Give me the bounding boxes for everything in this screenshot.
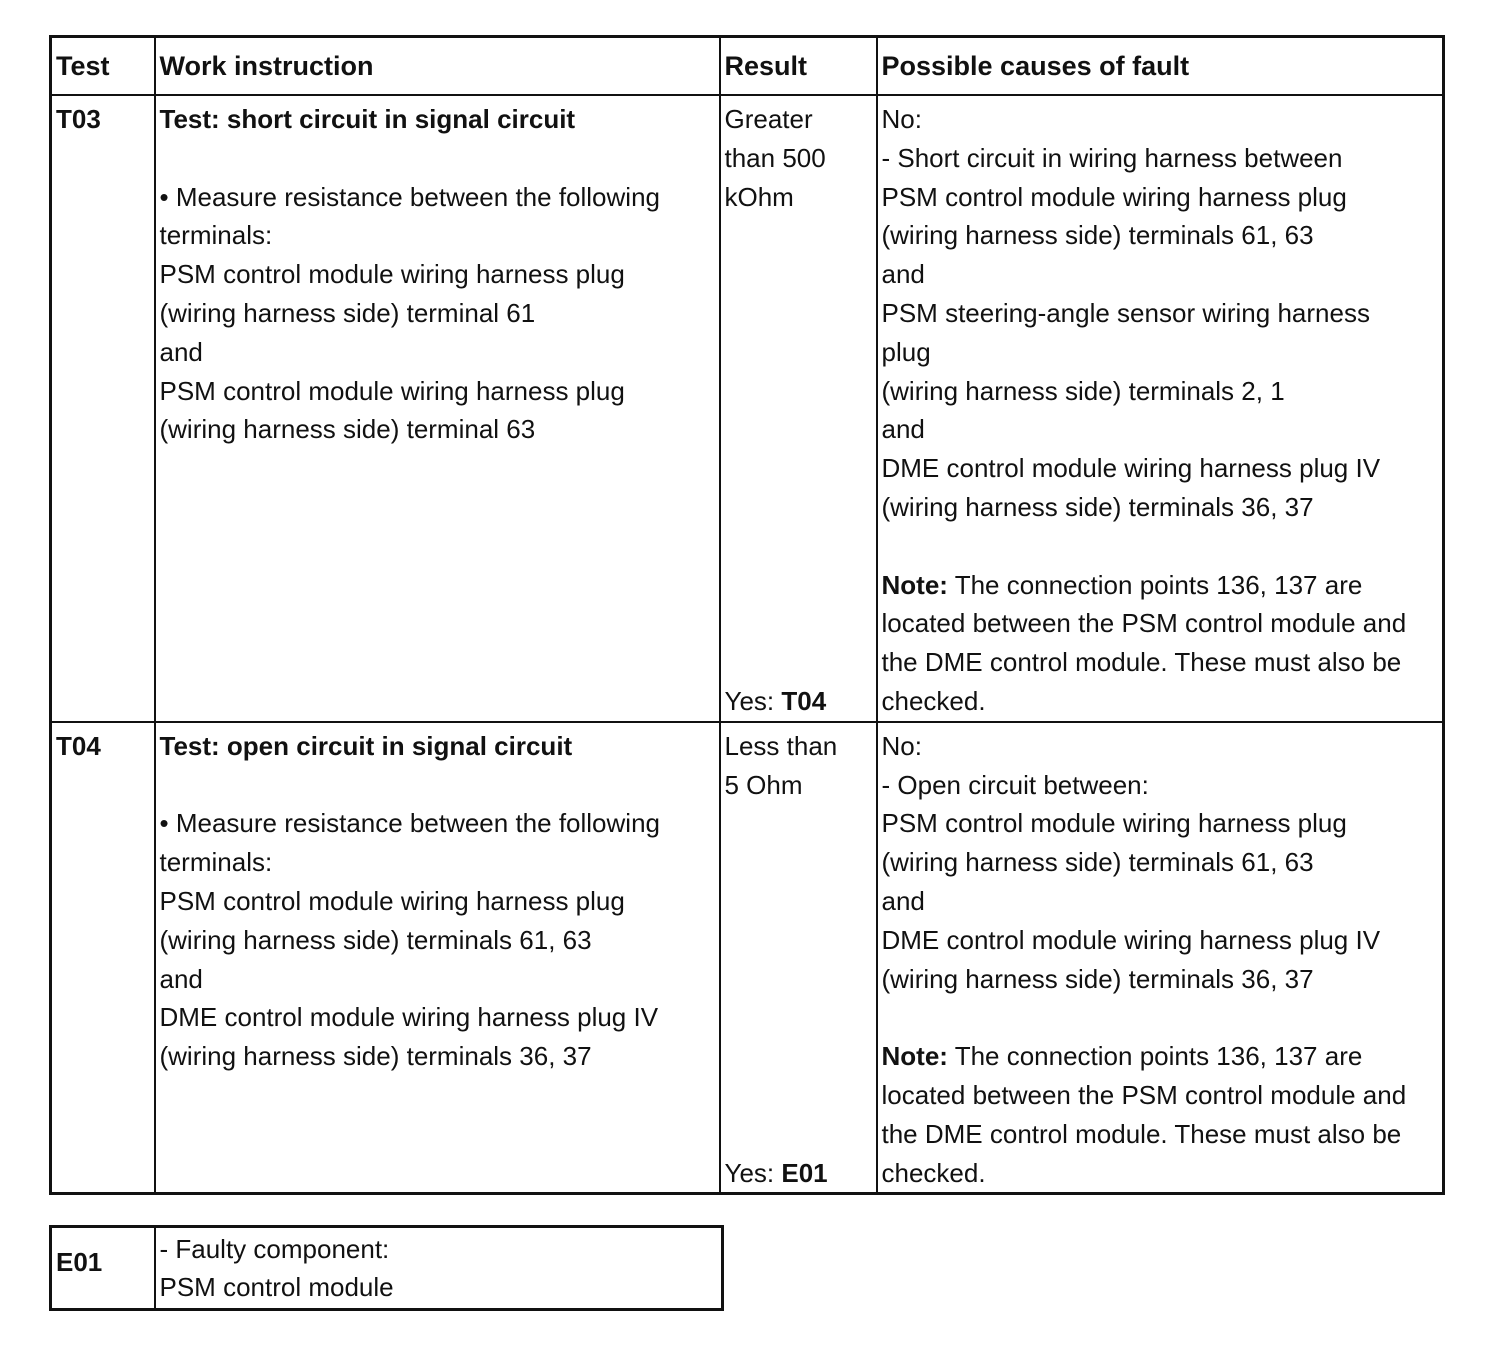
note-line: the DME control module. These must also be [881,1118,1402,1149]
instruction-line: terminals: [159,220,273,251]
instruction-line: DME control module wiring harness plug IV [159,1002,659,1033]
result-line: kOhm [724,181,794,212]
result-line: 5 Ohm [724,769,803,800]
note-text: The connection points 136, 137 are [947,569,1363,600]
end-result-table [49,1225,724,1311]
yes-target: E01 [781,1157,828,1188]
header-possible-causes: Possible causes of fault [877,37,1444,96]
result-line: Less than [724,730,838,761]
instruction-line: PSM control module wiring harness plug [159,375,625,406]
header-result: Result [720,37,877,96]
table-header-row [51,37,1444,96]
yes-label: Yes: [724,1157,775,1188]
cause-line: (wiring harness side) terminals 36, 37 [881,491,1314,522]
test-id-cell [51,722,155,1194]
work-instruction-cell [155,722,720,1194]
cause-line: - Short circuit in wiring harness between [881,142,1343,173]
yes-label: Yes: [724,685,775,716]
result-cell [720,95,877,722]
instruction-line: (wiring harness side) terminals 61, 63 [159,924,592,955]
instruction-line: • Measure resistance between the following [159,808,660,839]
yes-target: T04 [781,685,827,716]
instruction-line: • Measure resistance between the following [159,181,660,212]
instruction-line: and [159,336,203,367]
note-text: The connection points 136, 137 are [947,1041,1363,1072]
instruction-line: (wiring harness side) terminal 63 [159,414,536,445]
instruction-line: terminals: [159,847,273,878]
cause-line: and [881,885,925,916]
result-cell [720,722,877,1194]
diagnosis-table [49,35,1445,1195]
note-line: checked. [881,1157,986,1188]
header-test: Test [51,37,155,96]
cause-line: (wiring harness side) terminals 61, 63 [881,847,1314,878]
test-id: T04 [56,730,101,761]
cause-line: - Open circuit between: [881,769,1149,800]
work-instruction-cell [155,95,720,722]
result-line: than 500 [724,142,826,173]
end-result-id: E01 [56,1247,103,1277]
cause-line: PSM steering-angle sensor wiring harness [881,297,1370,328]
possible-causes-cell [877,95,1444,722]
cause-line: PSM control module wiring harness plug [881,808,1347,839]
yes-next-step [725,682,827,721]
cause-line: DME control module wiring harness plug IV [881,453,1381,484]
result-line: Greater [724,104,813,134]
cause-line: (wiring harness side) terminals 61, 63 [881,220,1314,251]
test-title: Test: short circuit in signal circuit [159,104,576,134]
note-line: located between the PSM control module and [881,1079,1407,1110]
instruction-line: PSM control module wiring harness plug [159,885,625,916]
instruction-line: (wiring harness side) terminals 36, 37 [159,1041,592,1072]
instruction-line: and [159,963,203,994]
cause-line: DME control module wiring harness plug IV [881,924,1381,955]
yes-next-step [725,1154,828,1193]
note-line [882,566,1439,605]
test-id-cell [51,95,155,722]
end-result-line: PSM control module [159,1272,394,1302]
cause-line: and [881,414,925,445]
note-line: checked. [881,685,986,716]
note-line: the DME control module. These must also be [881,647,1402,678]
cause-line: No: [881,104,922,134]
test-title: Test: open circuit in signal circuit [159,730,573,761]
cause-line: PSM control module wiring harness plug [881,181,1347,212]
cause-line: (wiring harness side) terminals 36, 37 [881,963,1314,994]
table-row [51,722,1444,1194]
end-result-id-cell [51,1227,155,1310]
end-result-line: - Faulty component: [159,1234,390,1264]
cause-line: No: [881,730,922,761]
header-work-instruction: Work instruction [155,37,720,96]
cause-line: plug [881,336,931,367]
end-result-text-cell [155,1227,723,1310]
note-line: located between the PSM control module and [881,608,1407,639]
table-row [51,95,1444,722]
note-label: Note: [881,569,948,600]
note-label: Note: [881,1041,948,1072]
instruction-line: PSM control module wiring harness plug [159,259,625,290]
cause-line: and [881,259,925,290]
cause-line: (wiring harness side) terminals 2, 1 [881,375,1285,406]
instruction-line: (wiring harness side) terminal 61 [159,297,536,328]
possible-causes-cell [877,722,1444,1194]
test-id: T03 [56,104,101,134]
note-line [882,1037,1439,1076]
table-row [51,1227,723,1310]
